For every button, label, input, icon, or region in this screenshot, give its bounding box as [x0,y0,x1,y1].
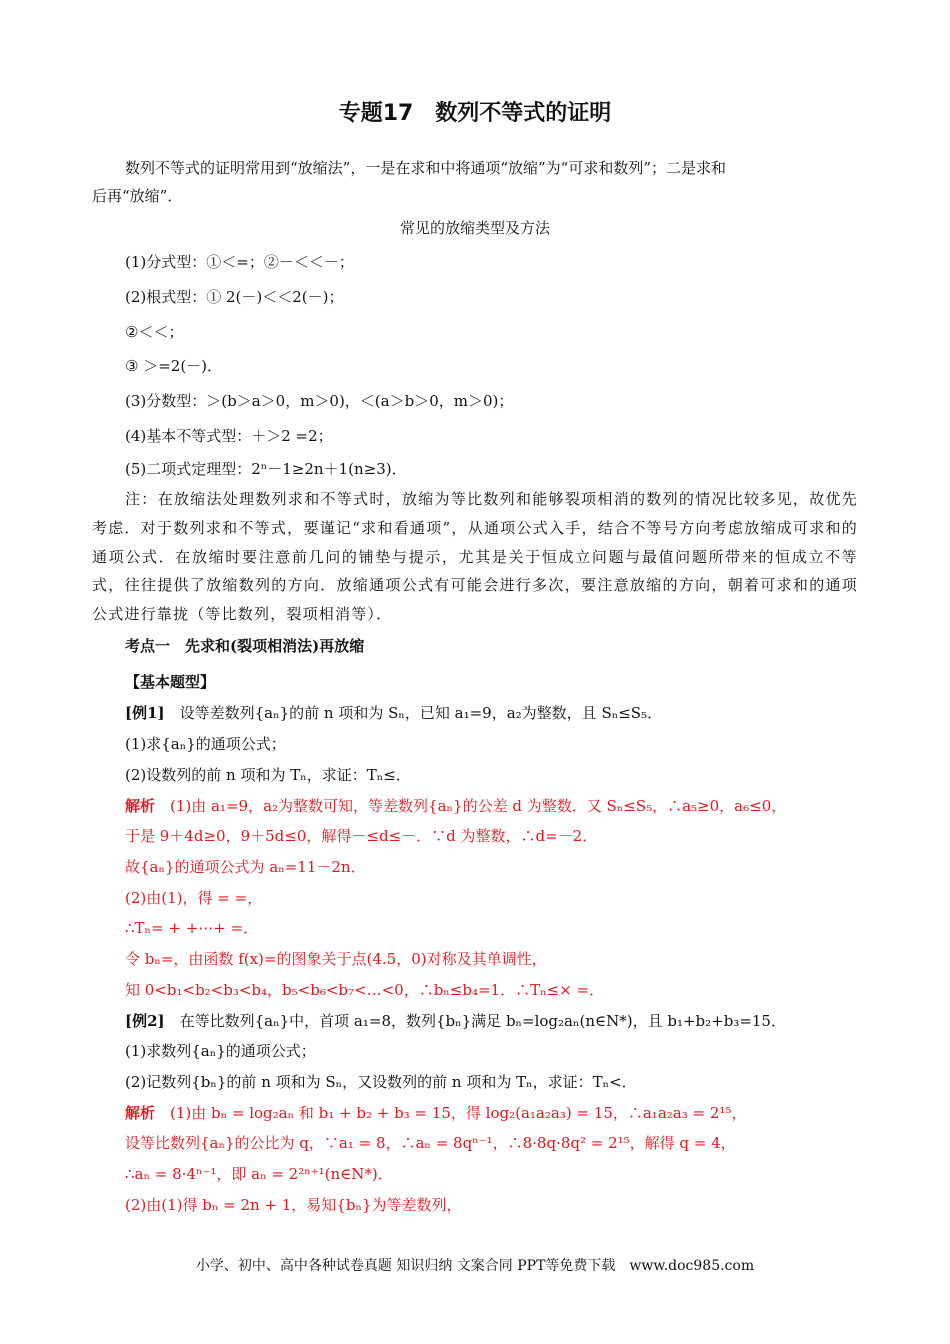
type-item: (3)分数型：＞(b＞a＞0，m＞0)，＜(a＞b＞0，m＞0)； [125,392,514,410]
example2-question-text: 在等比数列{aₙ}中，首项 a₁=8，数列{bₙ}满足 bₙ=log₂aₙ(n∈N*)，且 b₁+b₂+b₃=15． [164,1012,786,1030]
solution-line: (1)由 bₙ = log₂aₙ 和 b₁ + b₂ + b₃ = 15，得 log₂(a₁a₂a₃) = 15，∴a₁a₂a₃ = 2¹⁵， [155,1104,747,1122]
example1-solution [125,796,786,816]
solution-line: 于是 9＋4d≥0，9＋5d≤0，解得－≤d≤－．∵d 为整数，∴d=－2． [125,827,598,845]
example1-question-text: 设等差数列{aₙ}的前 n 项和为 Sₙ，已知 a₁=9，a₂为整数，且 Sₙ≤S₅． [164,704,663,722]
solution-line: ∴Tₙ= + +⋯+ =． [125,919,259,937]
example2-label: [例2] [125,1012,165,1030]
note-paragraph: 注：在放缩法处理数列求和不等式时，放缩为等比数列和能够裂项相消的数列的情况比较多见，故优先考虑．对于数列求和不等式，要谨记“求和看通项”，从通项公式入手，结合不等号方向考虑放缩成可求和的通项公式．在放缩时要注意前几问的铺垫与提示，尤其是关于恒成立问题与最值问题所带来的恒成立不等式，往往提供了放缩数列的方向．放缩通项公式有可能会进行多次，要注意放缩的方向，朝着可求和的通项公式进行靠拢（等比数列，裂项相消等）． [92,490,858,624]
basic-heading: 【基本题型】 [125,673,216,691]
solution-line: (2)由(1)得 bₙ = 2n + 1，易知{bₙ}为等差数列， [125,1196,462,1214]
solution-line: 知 0<b₁<b₂<b₃<b₄，b₅<b₆<b₇<…<0，∴bₙ≤b₄=1．∴Tₙ≤× =． [125,981,605,999]
type-item: ③ ＞=2(－)． [125,357,223,375]
example2-question [125,1011,786,1031]
footer-text: 小学、初中、高中各种试卷真题 知识归纳 文案合同 PPT等免费下载 www.doc985.com [195,1258,755,1274]
solution-label: 解析 [125,797,156,815]
intro-line: 数列不等式的证明常用到“放缩法”，一是在求和中将通项“放缩”为“可求和数列”；二是求和 [125,159,727,177]
example1-label: [例1] [125,704,165,722]
type-item: (2)根式型：① 2(－)＜＜2(－)； [125,288,344,306]
solution-label: 解析 [125,1104,156,1122]
example1-part1: (1)求{aₙ}的通项公式； [125,735,286,753]
solution-line: 故{aₙ}的通项公式为 aₙ=11－2n． [125,858,366,876]
solution-line: 设等比数列{aₙ}的公比为 q，∵a₁ = 8，∴aₙ = 8qⁿ⁻¹，∴8·8q·8q² = 2¹⁵，解得 q = 4， [125,1134,736,1152]
subtitle: 常见的放缩类型及方法 [399,219,550,237]
page-title: 专题17 数列不等式的证明 [338,101,612,126]
solution-line: (2)由(1)，得 = =， [125,889,263,907]
solution-line: ∴aₙ = 8·4ⁿ⁻¹，即 aₙ = 2²ⁿ⁺¹(n∈N*)． [125,1165,393,1183]
solution-line: 令 bₙ=，由函数 f(x)=的图象关于点(4.5，0)对称及其单调性， [125,950,547,968]
example2-part2: (2)记数列{bₙ}的前 n 项和为 Sₙ，又设数列的前 n 项和为 Tₙ，求证：Tₙ<． [125,1073,637,1091]
solution-line: (1)由 a₁=9，a₂为整数可知，等差数列{aₙ}的公差 d 为整数．又 Sₙ≤S₅，∴a₅≥0，a₆≤0， [155,797,787,815]
example2-part1: (1)求数列{aₙ}的通项公式； [125,1042,316,1060]
type-item: (1)分式型：①＜=；②－＜＜－； [125,253,354,271]
type-item: (4)基本不等式型：＋＞2 =2； [125,427,333,445]
example1-part2: (2)设数列的前 n 项和为 Tₙ，求证：Tₙ≤． [125,766,411,784]
intro-line: 后再“放缩”． [92,187,183,205]
example1-question [125,703,662,723]
type-item: (5)二项式定理型：2ⁿ－1≥2n＋1(n≥3)． [125,460,407,478]
example2-solution [125,1103,746,1123]
type-item: ②＜＜； [125,323,184,341]
section-heading: 考点一 先求和(裂项相消法)再放缩 [125,637,365,655]
